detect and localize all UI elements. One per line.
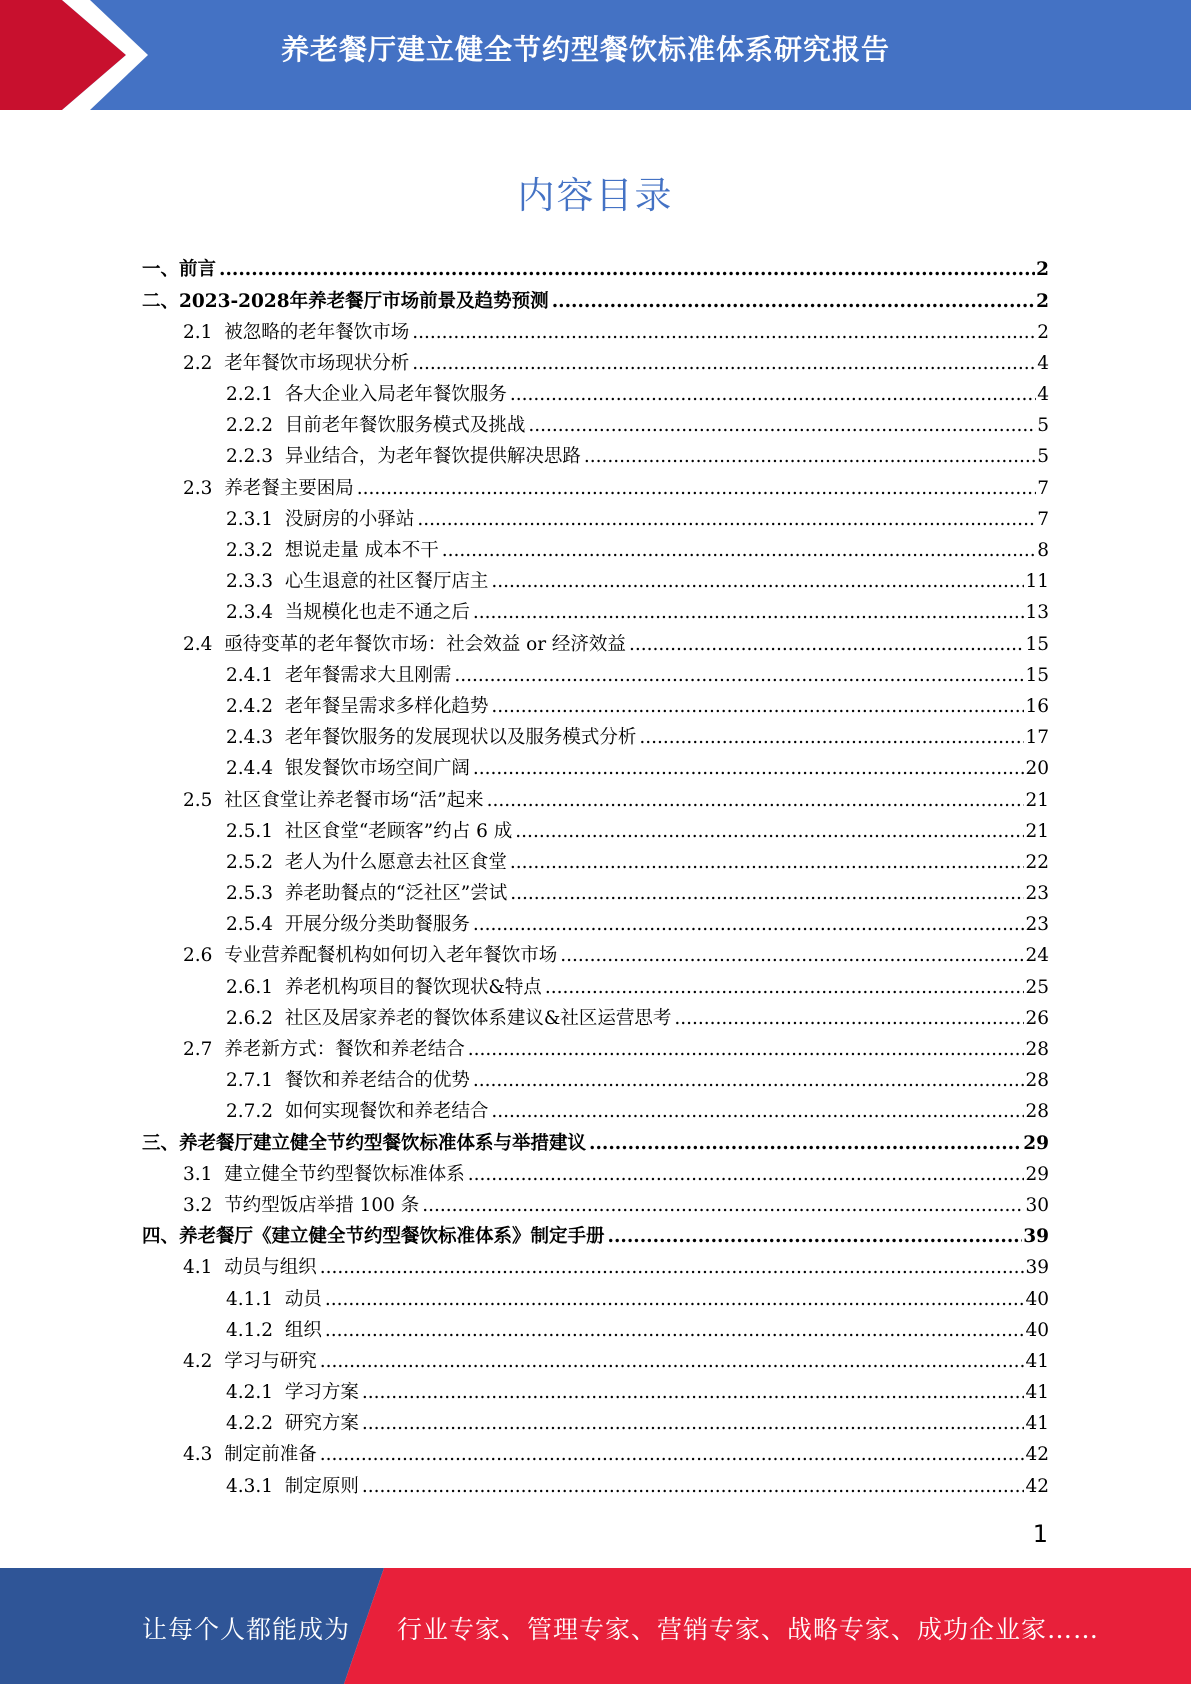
toc-entry-number: 2.7.2 bbox=[226, 1101, 285, 1123]
toc-entry-title: 异业结合，为老年餐饮提供解决思路 bbox=[284, 446, 581, 468]
toc-dot-leader bbox=[320, 1446, 1025, 1465]
toc-entry[interactable] bbox=[142, 1159, 1049, 1190]
toc-dot-leader bbox=[412, 355, 1036, 374]
page-number: 1 bbox=[1032, 1520, 1048, 1548]
toc-entry-number: 4.1.1 bbox=[226, 1288, 285, 1310]
toc-entry-page: 5 bbox=[1037, 415, 1049, 437]
toc-dot-leader bbox=[473, 1072, 1025, 1091]
toc-entry-number: 四、 bbox=[142, 1226, 180, 1248]
toc-entry[interactable] bbox=[142, 411, 1049, 442]
toc-dot-leader bbox=[491, 1103, 1024, 1122]
footer-slogan-left: 让每个人都能成为 bbox=[142, 1615, 351, 1644]
toc-entry-page: 40 bbox=[1025, 1319, 1049, 1341]
toc-entry[interactable] bbox=[142, 536, 1049, 567]
toc-entry-page: 4 bbox=[1037, 384, 1049, 406]
toc-entry-title: 研究方案 bbox=[284, 1413, 359, 1435]
page-footer bbox=[0, 1568, 1191, 1684]
toc-entry-number: 2.5 bbox=[183, 789, 225, 811]
toc-entry-page: 23 bbox=[1025, 914, 1049, 936]
toc-entry-number: 3.2 bbox=[183, 1194, 225, 1216]
toc-entry-number: 2.6.1 bbox=[226, 976, 285, 998]
toc-entry-number: 4.1.2 bbox=[226, 1319, 285, 1341]
toc-entry[interactable] bbox=[142, 1347, 1049, 1378]
table-of-contents bbox=[142, 255, 1049, 1503]
toc-entry-page: 17 bbox=[1025, 727, 1049, 749]
toc-entry-page: 25 bbox=[1025, 976, 1049, 998]
toc-entry-title: 想说走量 成本不干 bbox=[284, 540, 439, 562]
toc-dot-leader bbox=[468, 1041, 1025, 1060]
toc-dot-leader bbox=[422, 1197, 1024, 1216]
toc-entry-title: 老年餐饮市场现状分析 bbox=[224, 352, 410, 374]
toc-entry-number: 2.1 bbox=[183, 321, 225, 343]
toc-entry[interactable] bbox=[142, 567, 1049, 598]
toc-dot-leader bbox=[589, 1135, 1022, 1154]
toc-entry-number: 4.2 bbox=[183, 1350, 225, 1372]
toc-entry-title: 老人为什么愿意去社区食堂 bbox=[284, 851, 507, 873]
toc-entry[interactable] bbox=[142, 317, 1049, 348]
toc-entry-page: 42 bbox=[1025, 1444, 1049, 1466]
toc-entry[interactable] bbox=[142, 1409, 1049, 1440]
toc-dot-leader bbox=[325, 1322, 1025, 1341]
toc-entry-number: 3.1 bbox=[183, 1163, 225, 1185]
toc-entry[interactable] bbox=[142, 1035, 1049, 1066]
toc-entry-page: 26 bbox=[1025, 1007, 1049, 1029]
toc-entry-page: 2 bbox=[1036, 259, 1049, 281]
toc-entry[interactable] bbox=[142, 1471, 1049, 1502]
toc-dot-leader bbox=[584, 448, 1036, 467]
toc-entry[interactable] bbox=[142, 1253, 1049, 1284]
toc-entry-title: 专业营养配餐机构如何切入老年餐饮市场 bbox=[224, 945, 558, 967]
toc-entry-title: 老年餐呈需求多样化趋势 bbox=[284, 695, 489, 717]
toc-dot-leader bbox=[545, 979, 1025, 998]
toc-entry-number: 2.4.3 bbox=[226, 727, 285, 749]
toc-entry[interactable] bbox=[142, 1378, 1049, 1409]
toc-entry-page: 29 bbox=[1023, 1132, 1049, 1154]
toc-dot-leader bbox=[510, 386, 1036, 405]
toc-entry-title: 老年餐需求大且刚需 bbox=[284, 664, 452, 686]
toc-entry-title: 老年餐饮服务的发展现状以及服务模式分析 bbox=[284, 727, 637, 749]
toc-dot-leader bbox=[219, 261, 1035, 280]
toc-entry[interactable] bbox=[142, 723, 1049, 754]
toc-entry[interactable] bbox=[142, 286, 1049, 317]
toc-dot-leader bbox=[473, 604, 1025, 623]
toc-entry[interactable] bbox=[142, 1222, 1049, 1253]
toc-entry-title: 心生退意的社区餐厅店主 bbox=[284, 571, 489, 593]
toc-entry-page: 2 bbox=[1037, 321, 1049, 343]
toc-dot-leader bbox=[491, 573, 1024, 592]
toc-entry-title: 动员 bbox=[284, 1288, 322, 1310]
toc-entry-number: 4.1 bbox=[183, 1257, 225, 1279]
toc-entry[interactable] bbox=[142, 879, 1049, 910]
toc-entry-title: 当规模化也走不通之后 bbox=[284, 602, 470, 624]
toc-entry[interactable] bbox=[142, 598, 1049, 629]
toc-entry-number: 2.5.2 bbox=[226, 851, 285, 873]
toc-entry-page: 16 bbox=[1025, 695, 1049, 717]
toc-entry-number: 2.3.1 bbox=[226, 508, 285, 530]
toc-entry-title: 节约型饭店举措 100 条 bbox=[224, 1194, 420, 1216]
toc-dot-leader bbox=[442, 542, 1036, 561]
toc-entry[interactable] bbox=[142, 910, 1049, 941]
toc-entry-page: 11 bbox=[1025, 571, 1049, 593]
toc-dot-leader bbox=[362, 1384, 1025, 1403]
toc-entry[interactable] bbox=[142, 1315, 1049, 1346]
toc-entry-number: 2.6 bbox=[183, 945, 225, 967]
toc-entry-number: 2.4 bbox=[183, 633, 225, 655]
toc-entry-title: 社区食堂“老顾客”约占 6 成 bbox=[284, 820, 513, 842]
toc-entry-number: 二、 bbox=[142, 290, 180, 312]
toc-entry[interactable] bbox=[142, 255, 1049, 286]
toc-entry-page: 15 bbox=[1025, 664, 1049, 686]
toc-dot-leader bbox=[608, 1228, 1023, 1247]
footer-slogan-right: 行业专家、管理专家、营销专家、战略专家、成功企业家…… bbox=[397, 1615, 1100, 1644]
toc-dot-leader bbox=[357, 480, 1037, 499]
toc-entry-number: 2.2.3 bbox=[226, 446, 285, 468]
toc-dot-leader bbox=[639, 729, 1024, 748]
toc-dot-leader bbox=[487, 792, 1025, 811]
toc-dot-leader bbox=[320, 1353, 1025, 1372]
toc-entry-page: 28 bbox=[1025, 1070, 1049, 1092]
toc-entry[interactable] bbox=[142, 349, 1049, 380]
toc-entry-number: 一、 bbox=[142, 259, 180, 281]
toc-entry-number: 2.2.1 bbox=[226, 384, 285, 406]
toc-entry-number: 2.3.4 bbox=[226, 602, 285, 624]
toc-entry-title: 亟待变革的老年餐饮市场：社会效益 or 经济效益 bbox=[224, 633, 626, 655]
toc-entry-number: 2.5.3 bbox=[226, 883, 285, 905]
toc-entry-title: 没厨房的小驿站 bbox=[284, 508, 415, 530]
toc-entry[interactable] bbox=[142, 1097, 1049, 1128]
toc-dot-leader bbox=[510, 885, 1024, 904]
toc-entry-page: 23 bbox=[1025, 883, 1049, 905]
toc-entry-page: 2 bbox=[1036, 290, 1049, 312]
toc-entry-title: 社区食堂让养老餐市场“活”起来 bbox=[224, 789, 484, 811]
toc-dot-leader bbox=[510, 854, 1025, 873]
toc-entry-page: 41 bbox=[1025, 1350, 1049, 1372]
toc-dot-leader bbox=[320, 1259, 1025, 1278]
toc-entry-page: 21 bbox=[1025, 820, 1049, 842]
toc-entry[interactable] bbox=[142, 1066, 1049, 1097]
toc-dot-leader bbox=[473, 916, 1025, 935]
toc-entry-title: 养老新方式：餐饮和养老结合 bbox=[224, 1039, 465, 1061]
toc-entry-number: 2.5.1 bbox=[226, 820, 285, 842]
toc-entry[interactable] bbox=[142, 1284, 1049, 1315]
toc-dot-leader bbox=[417, 511, 1036, 530]
toc-entry-number: 2.3.3 bbox=[226, 571, 285, 593]
toc-entry-title: 目前老年餐饮服务模式及挑战 bbox=[284, 415, 526, 437]
toc-entry-number: 2.6.2 bbox=[226, 1007, 285, 1029]
toc-dot-leader bbox=[674, 1010, 1024, 1029]
toc-entry[interactable] bbox=[142, 785, 1049, 816]
toc-entry-title: 养老餐厅《建立健全节约型餐饮标准体系》制定手册 bbox=[179, 1226, 605, 1248]
toc-entry-page: 20 bbox=[1025, 758, 1049, 780]
toc-entry-page: 15 bbox=[1025, 633, 1049, 655]
toc-entry[interactable] bbox=[142, 505, 1049, 536]
toc-entry-number: 4.2.2 bbox=[226, 1413, 285, 1435]
toc-entry-number: 4.3.1 bbox=[226, 1475, 285, 1497]
toc-entry[interactable] bbox=[142, 1004, 1049, 1035]
toc-dot-leader bbox=[552, 293, 1035, 312]
toc-dot-leader bbox=[515, 823, 1024, 842]
toc-heading: 内容目录 bbox=[517, 174, 674, 217]
toc-dot-leader bbox=[473, 760, 1025, 779]
toc-dot-leader bbox=[468, 1166, 1025, 1185]
toc-entry-title: 被忽略的老年餐饮市场 bbox=[224, 321, 410, 343]
toc-entry[interactable] bbox=[142, 972, 1049, 1003]
toc-entry-title: 2023-2028年养老餐厅市场前景及趋势预测 bbox=[179, 290, 549, 312]
toc-dot-leader bbox=[362, 1415, 1025, 1434]
toc-entry-page: 7 bbox=[1037, 477, 1049, 499]
toc-entry[interactable] bbox=[142, 754, 1049, 785]
toc-entry-page: 39 bbox=[1025, 1257, 1049, 1279]
toc-dot-leader bbox=[491, 698, 1024, 717]
toc-entry[interactable] bbox=[142, 1191, 1049, 1222]
toc-entry[interactable] bbox=[142, 848, 1049, 879]
toc-entry-page: 5 bbox=[1037, 446, 1049, 468]
toc-entry-title: 养老餐厅建立健全节约型餐饮标准体系与举措建议 bbox=[179, 1132, 587, 1154]
toc-entry-title: 养老助餐点的“泛社区”尝试 bbox=[284, 883, 508, 905]
toc-entry-page: 42 bbox=[1025, 1475, 1049, 1497]
toc-entry-title: 制定前准备 bbox=[224, 1444, 317, 1466]
toc-dot-leader bbox=[528, 417, 1036, 436]
toc-entry[interactable] bbox=[142, 442, 1049, 473]
toc-entry-page: 21 bbox=[1025, 789, 1049, 811]
toc-dot-leader bbox=[454, 667, 1024, 686]
toc-entry-page: 29 bbox=[1025, 1163, 1049, 1185]
toc-entry-title: 银发餐饮市场空间广阔 bbox=[284, 758, 470, 780]
toc-entry-title: 组织 bbox=[284, 1319, 322, 1341]
toc-entry[interactable] bbox=[142, 1128, 1049, 1159]
toc-entry[interactable] bbox=[142, 816, 1049, 847]
toc-entry-title: 学习方案 bbox=[284, 1382, 359, 1404]
toc-entry-page: 7 bbox=[1037, 508, 1049, 530]
toc-entry[interactable] bbox=[142, 380, 1049, 411]
toc-dot-leader bbox=[325, 1291, 1025, 1310]
toc-entry-number: 2.3.2 bbox=[226, 540, 285, 562]
toc-dot-leader bbox=[560, 947, 1024, 966]
toc-entry-number: 2.4.2 bbox=[226, 695, 285, 717]
toc-entry-number: 4.2.1 bbox=[226, 1382, 285, 1404]
toc-entry[interactable] bbox=[142, 1440, 1049, 1471]
toc-dot-leader bbox=[362, 1478, 1025, 1497]
report-title: 养老餐厅建立健全节约型餐饮标准体系研究报告 bbox=[280, 33, 890, 66]
toc-entry-number: 2.7 bbox=[183, 1039, 225, 1061]
toc-entry-page: 40 bbox=[1025, 1288, 1049, 1310]
toc-entry-title: 制定原则 bbox=[284, 1475, 359, 1497]
toc-entry-title: 如何实现餐饮和养老结合 bbox=[284, 1101, 489, 1123]
toc-entry-title: 养老餐主要困局 bbox=[224, 477, 354, 499]
toc-entry-number: 4.3 bbox=[183, 1444, 225, 1466]
toc-entry[interactable] bbox=[142, 941, 1049, 972]
page-header bbox=[0, 0, 1191, 110]
toc-entry-page: 24 bbox=[1025, 945, 1049, 967]
toc-entry[interactable] bbox=[142, 660, 1049, 691]
toc-entry-page: 28 bbox=[1025, 1101, 1049, 1123]
toc-entry-title: 各大企业入局老年餐饮服务 bbox=[284, 384, 507, 406]
toc-entry-title: 养老机构项目的餐饮现状&特点 bbox=[284, 976, 542, 998]
toc-entry-page: 28 bbox=[1025, 1039, 1049, 1061]
toc-entry-number: 2.4.1 bbox=[226, 664, 285, 686]
toc-dot-leader bbox=[629, 636, 1025, 655]
toc-entry-page: 13 bbox=[1025, 602, 1049, 624]
toc-entry-title: 学习与研究 bbox=[224, 1350, 317, 1372]
toc-entry-title: 社区及居家养老的餐饮体系建议&社区运营思考 bbox=[284, 1007, 672, 1029]
toc-entry-title: 前言 bbox=[179, 259, 217, 281]
toc-entry-page: 4 bbox=[1037, 352, 1049, 374]
toc-entry-page: 22 bbox=[1025, 851, 1049, 873]
toc-entry-number: 2.3 bbox=[183, 477, 225, 499]
toc-entry-number: 2.4.4 bbox=[226, 758, 285, 780]
toc-dot-leader bbox=[412, 324, 1036, 343]
toc-entry[interactable] bbox=[142, 473, 1049, 504]
toc-entry-title: 动员与组织 bbox=[224, 1257, 317, 1279]
toc-entry[interactable] bbox=[142, 629, 1049, 660]
toc-entry-number: 2.2 bbox=[183, 352, 225, 374]
toc-entry-page: 39 bbox=[1023, 1226, 1049, 1248]
toc-entry-page: 30 bbox=[1025, 1194, 1049, 1216]
toc-entry-number: 三、 bbox=[142, 1132, 180, 1154]
toc-entry-page: 41 bbox=[1025, 1413, 1049, 1435]
toc-entry-title: 餐饮和养老结合的优势 bbox=[284, 1070, 470, 1092]
toc-entry-number: 2.5.4 bbox=[226, 914, 285, 936]
toc-entry-page: 41 bbox=[1025, 1382, 1049, 1404]
toc-entry-page: 8 bbox=[1037, 540, 1049, 562]
toc-entry-number: 2.7.1 bbox=[226, 1070, 285, 1092]
toc-entry-number: 2.2.2 bbox=[226, 415, 285, 437]
toc-entry-title: 开展分级分类助餐服务 bbox=[284, 914, 470, 936]
toc-entry-title: 建立健全节约型餐饮标准体系 bbox=[224, 1163, 465, 1185]
toc-entry[interactable] bbox=[142, 692, 1049, 723]
